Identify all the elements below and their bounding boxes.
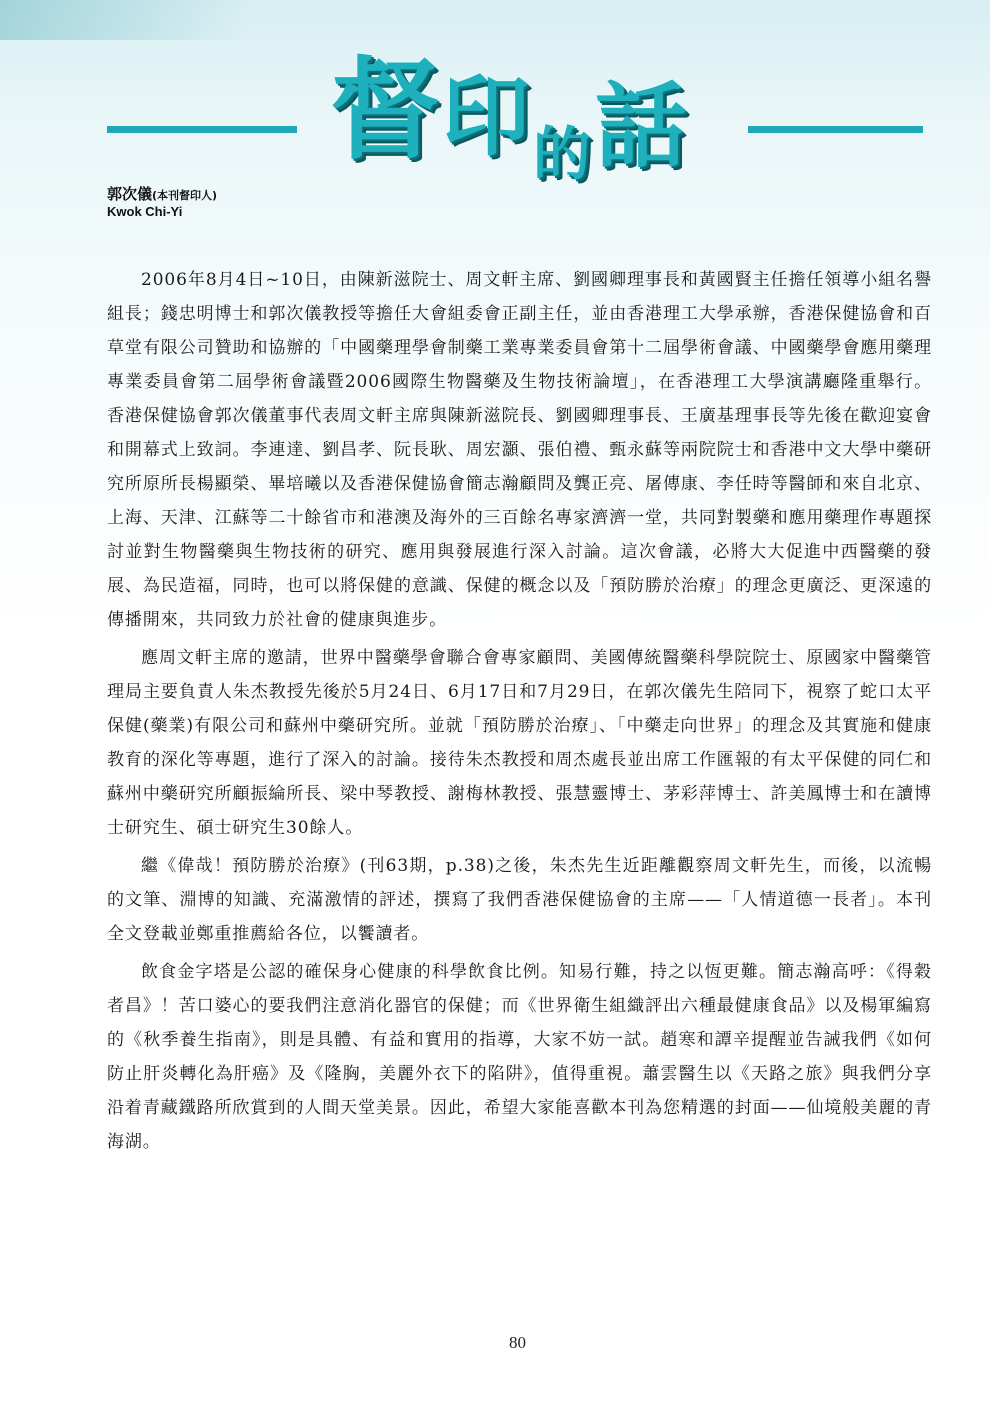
- title-rule-left: [107, 126, 297, 133]
- paragraph-1: 2006年8月4日~10日，由陳新滋院士、周文軒主席、劉國卿理事長和黃國賢主任擔任領導小組名譽組長；錢忠明博士和郭次儀教授等擔任大會組委會正副主任，並由香港理工大學承辦，香港保健協會和百草堂有限公司贊助和協辦的「中國藥理學會制藥工業專業委員會第十二屆學術會議、中國藥學會應用藥理專業委員會第二屆學術會議暨2006國際生物醫藥及生物技術論壇」，在香港理工大學演講廳隆重舉行。香港保健協會郭次儀董事代表周文軒主席與陳新滋院長、劉國卿理事長、王廣基理事長等先後在歡迎宴會和開幕式上致詞。李連達、劉昌孝、阮長耿、周宏灝、張伯禮、甄永蘇等兩院院士和香港中文大學中藥研究所原所長楊顯榮、畢培曦以及香港保健協會簡志瀚顧問及龔正亮、屠傳康、李任時等醫師和來自北京、上海、天津、江蘇等二十餘省市和港澳及海外的三百餘名專家濟濟一堂，共同對製藥和應用藥理作專題探討並對生物醫藥與生物技術的研究、應用與發展進行深入討論。這次會議，必將大大促進中西醫藥的發展、為民造福，同時，也可以將保健的意識、保健的概念以及「預防勝於治療」的理念更廣泛、更深遠的傳播開來，共同致力於社會的健康與進步。: [107, 270, 932, 630]
- paragraph-2: 應周文軒主席的邀請，世界中醫藥學會聯合會專家顧問、美國傳統醫藥科學院院士、原國家中醫藥管理局主要負責人朱杰教授先後於5月24日、6月17日和7月29日，在郭次儀先生陪同下，視察了蛇口太平保健(藥業)有限公司和蘇州中藥研究所。並就「預防勝於治療」、「中藥走向世界」的理念及其實施和健康教育的深化等專題，進行了深入的討論。接待朱杰教授和周杰處長並出席工作匯報的有太平保健的同仁和蘇州中藥研究所顧振綸所長、梁中琴教授、謝梅林教授、張慧靈博士、茅彩萍博士、許美鳳博士和在讀博士研究生、碩士研究生30餘人。: [107, 648, 932, 838]
- author-byline: [107, 183, 217, 204]
- title-char-2: 印: [442, 65, 531, 168]
- author-name: 郭次儀: [107, 185, 153, 203]
- author-name-english: Kwok Chi-Yi: [107, 204, 183, 219]
- title-rule-right: [748, 126, 923, 133]
- paragraph-4: 飲食金字塔是公認的確保身心健康的科學飲食比例。知易行難，持之以恆更難。簡志瀚高呼：《得穀者昌》！苦口婆心的要我們注意消化器官的保健；而《世界衛生組織評出六種最健康食品》以及楊軍編寫的《秋季養生指南》，則是具體、有益和實用的指導，大家不妨一試。趙寒和譚辛提醒並告誡我們《如何防止肝炎轉化為肝癌》及《隆胸，美麗外衣下的陷阱》，值得重視。蕭雲醫生以《天路之旅》與我們分享沿着青藏鐵路所欣賞到的人間天堂美景。因此，希望大家能喜歡本刊為您精選的封面——仙境般美麗的青海湖。: [107, 962, 932, 1152]
- page-header: [0, 46, 990, 195]
- title-char-3: 的: [533, 120, 592, 188]
- title-char-1: 督: [330, 46, 440, 174]
- paragraph-3: 繼《偉哉！預防勝於治療》(刊63期，p.38)之後，朱杰先生近距離觀察周文軒先生，而後，以流暢的文筆、淵博的知識、充滿激情的評述，撰寫了我們香港保健協會的主席——「人情道德一長者」。本刊全文登載並鄭重推薦給各位，以饗讀者。: [107, 856, 932, 944]
- page-number: 80: [509, 1333, 526, 1352]
- corner-watermark: [0, 0, 250, 40]
- article-body: [107, 263, 932, 1163]
- author-role: (本刊督印人): [152, 189, 218, 202]
- title-char-4: 話: [595, 73, 688, 180]
